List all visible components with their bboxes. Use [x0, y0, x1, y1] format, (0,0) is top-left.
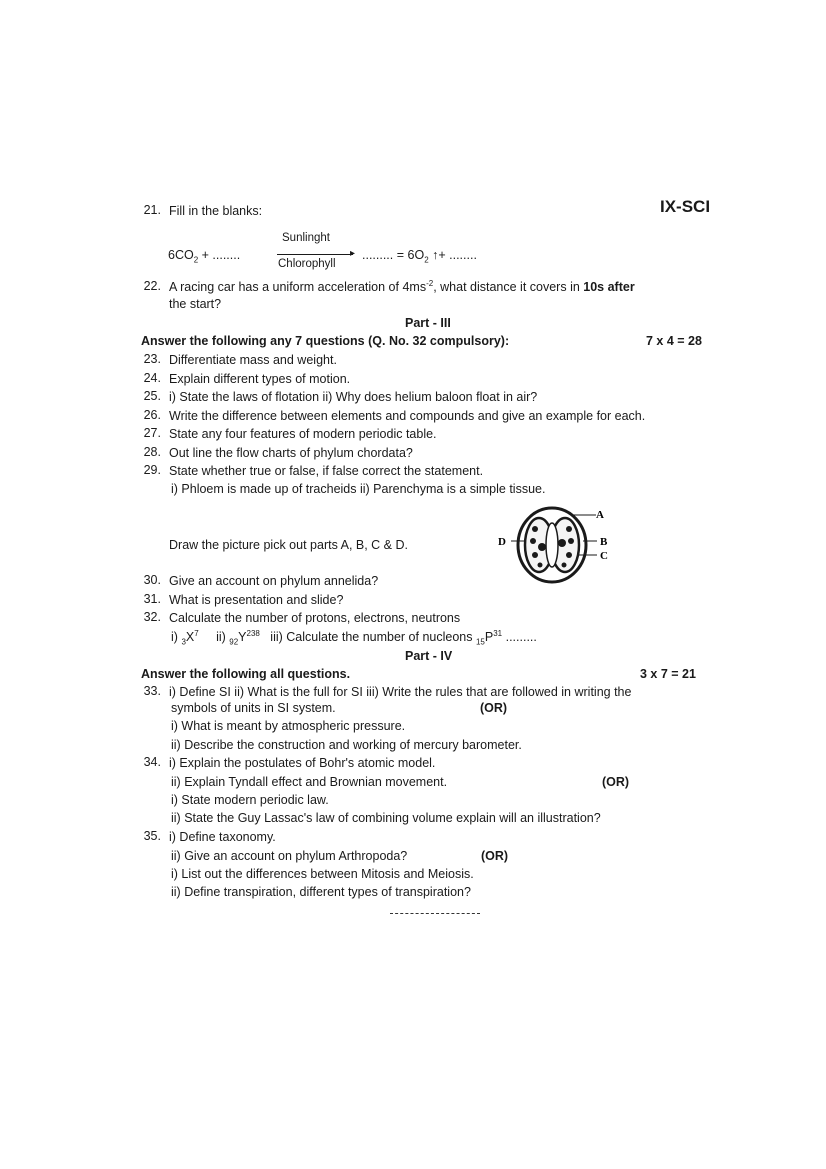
question-number: 21.: [143, 203, 161, 217]
question-text-alt: i) List out the differences between Mitosis and Meiosis.: [171, 867, 474, 881]
question-text-alt: ii) Define transpiration, different types of transpiration?: [171, 885, 471, 899]
section-marks: 7 x 4 = 28: [646, 334, 702, 348]
stoma-pore: [546, 523, 558, 567]
question-text: i) State the laws of flotation ii) Why does helium baloon float in air?: [169, 390, 538, 404]
question-number: 35.: [143, 829, 161, 843]
diagram-instruction: Draw the picture pick out parts A, B, C & D.: [169, 538, 408, 552]
label-b: B: [600, 536, 608, 548]
question-number: 31.: [143, 591, 161, 606]
question-text: State any four features of modern periodic table.: [169, 427, 437, 441]
question-text-alt: i) What is meant by atmospheric pressure.: [171, 719, 406, 733]
question-text: Differentiate mass and weight.: [169, 353, 337, 367]
equation-rhs: ......... = $6O_2$ ↑+ ........: [362, 248, 477, 265]
question-number: 29.: [143, 463, 161, 477]
question-subparts: i) $_3X^7$ ii) $_{92}Y^{238}$ iii) Calculate the number of nucleons $_{15}P^{31}$ .........: [171, 628, 537, 647]
section-instruction: Answer the following all questions.: [141, 667, 351, 681]
question-text-cont: symbols of units in SI system.: [171, 701, 336, 715]
label-a: A: [596, 509, 604, 521]
arrow-head-icon: ▸: [350, 248, 356, 259]
question-text-cont: ii) Explain Tyndall effect and Brownian movement.: [171, 775, 448, 789]
question-number: 25.: [143, 389, 161, 403]
section-marks: 3 x 7 = 21: [640, 667, 696, 681]
question-text-cont: ii) Give an account on phylum Arthropoda?: [171, 849, 408, 863]
question-text: A racing car has a uniform acceleration of $4ms^{-2}$, what distance it covers in 10s after: [169, 278, 635, 294]
question-number: 24.: [143, 370, 161, 385]
question-text-alt: i) State modern periodic law.: [171, 793, 329, 807]
question-text: Explain different types of motion.: [169, 371, 351, 386]
question-text: Write the difference between elements and compounds and give an example for each.: [169, 408, 646, 423]
question-number: 32.: [143, 610, 161, 624]
or-label: (OR): [602, 775, 630, 789]
question-text: What is presentation and slide?: [169, 592, 344, 607]
or-label: (OR): [481, 849, 509, 863]
label-d: D: [498, 536, 506, 548]
end-divider: [390, 913, 480, 914]
stomata-diagram: [495, 503, 620, 585]
question-number: 27.: [143, 426, 161, 440]
paper-code: IX-SCI: [660, 197, 711, 216]
question-number: 22.: [143, 279, 161, 293]
question-number: 33.: [143, 684, 161, 698]
question-text: i) Explain the postulates of Bohr's atomic model.: [169, 756, 436, 770]
question-text-alt: ii) Describe the construction and working of mercury barometer.: [171, 738, 522, 752]
arrow-label-bottom: Chlorophyll: [278, 258, 336, 270]
section-title: Part - III: [405, 316, 451, 330]
question-number: 23.: [143, 352, 161, 366]
question-text: Out line the flow charts of phylum chordata?: [169, 445, 413, 460]
question-text: State whether true or false, if false correct the statement.: [169, 464, 484, 478]
question-number: 34.: [143, 755, 161, 769]
question-text: i) Define taxonomy.: [169, 830, 276, 844]
question-text: Calculate the number of protons, electrons, neutrons: [169, 611, 461, 625]
equation-lhs: $6CO_2$ + ........: [168, 248, 241, 265]
question-text-cont: the start?: [169, 297, 222, 311]
question-subtext: i) Phloem is made up of tracheids ii) Parenchyma is a simple tissue.: [171, 482, 546, 496]
question-text: Fill in the blanks:: [169, 204, 263, 218]
question-number: 30.: [143, 573, 161, 587]
arrow-label-top: Sunlinght: [282, 232, 330, 244]
section-title: Part - IV: [405, 649, 453, 663]
or-label: (OR): [480, 701, 508, 715]
question-text: i) Define SI ii) What is the full for SI iii) Write the rules that are followed in writing the: [169, 685, 632, 699]
question-text: Give an account on phylum annelida?: [169, 574, 379, 588]
question-number: 26.: [143, 407, 161, 422]
label-c: C: [600, 550, 608, 562]
section-instruction: Answer the following any 7 questions (Q. No. 32 compulsory):: [141, 334, 510, 348]
reaction-arrow: [277, 254, 353, 255]
question-text-alt: ii) State the Guy Lassac's law of combining volume explain will an illustration?: [171, 811, 601, 825]
question-number: 28.: [143, 444, 161, 459]
